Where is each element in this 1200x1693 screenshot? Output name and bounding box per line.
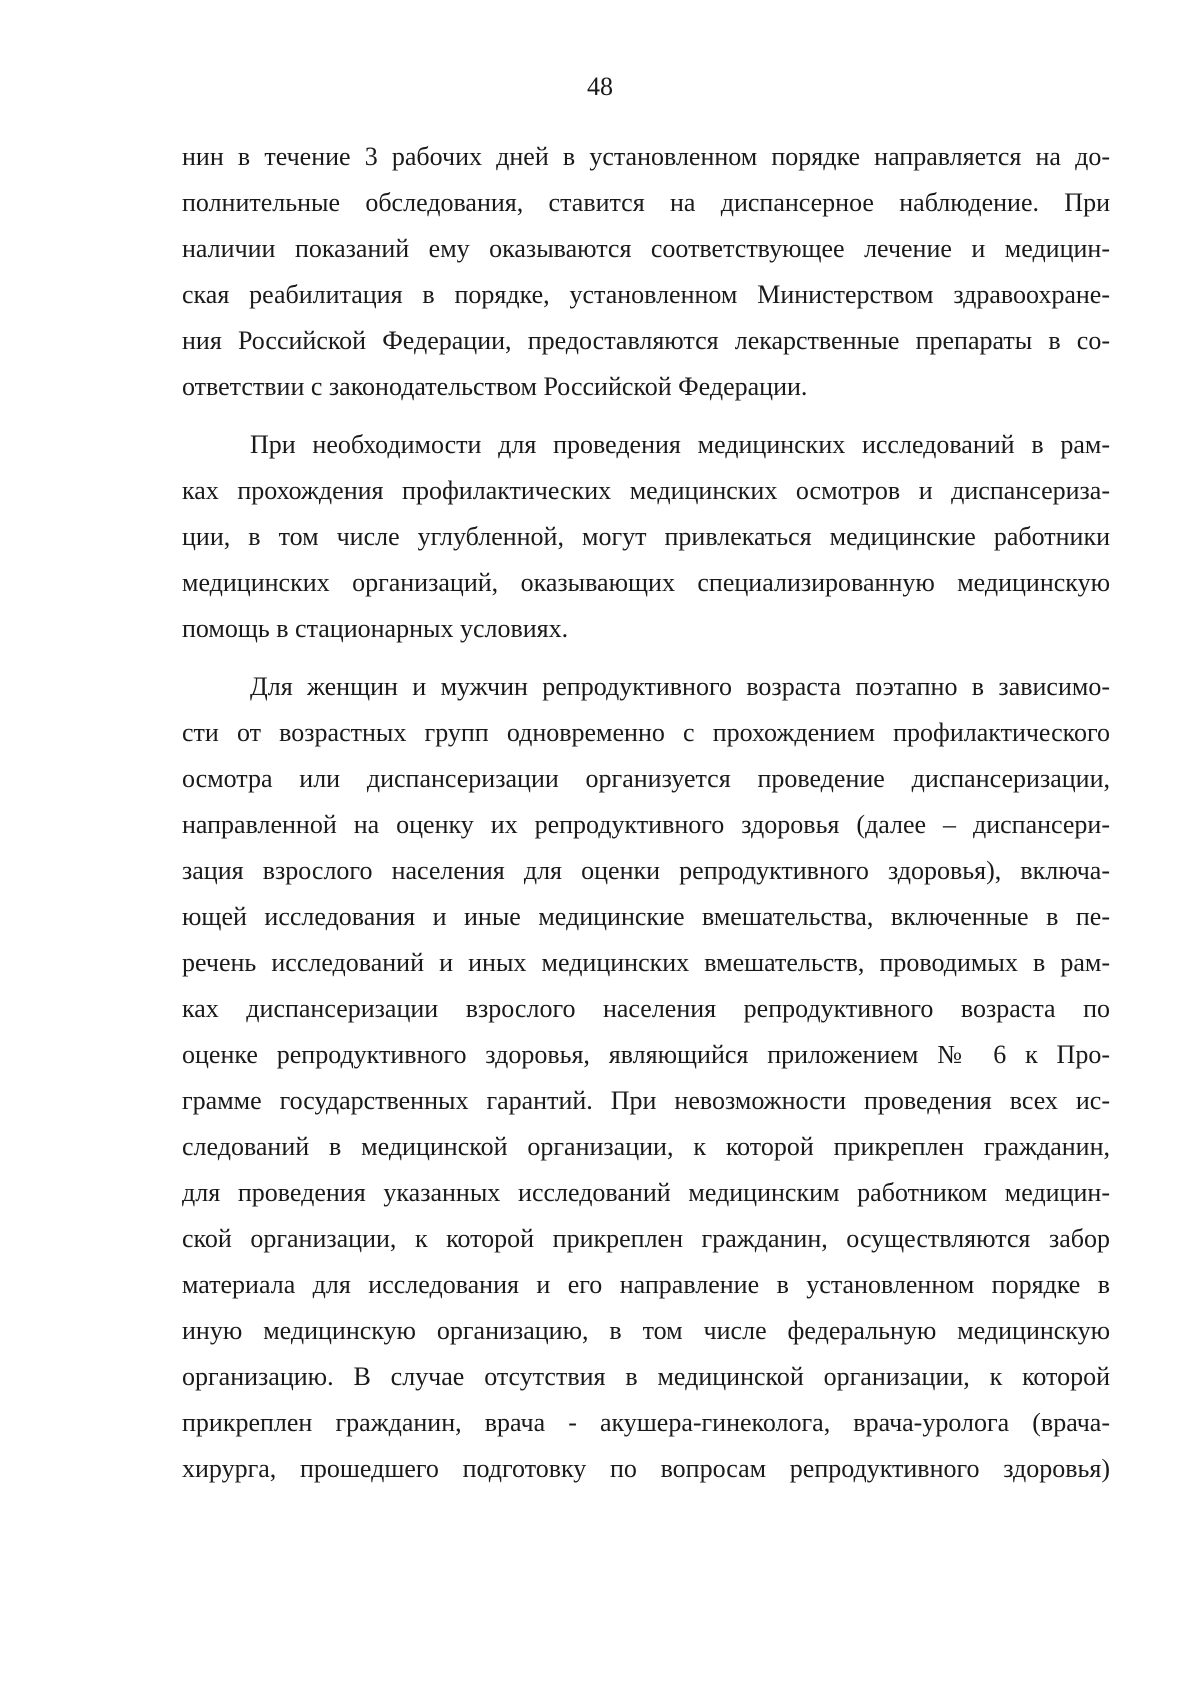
paragraph-2 xyxy=(182,422,1110,652)
text-line: ках прохождения профилактических медицинских осмотров и диспансериза- xyxy=(182,476,1110,505)
text-line: ская реабилитация в порядке, установленном Министерством здравоохране- xyxy=(182,280,1110,309)
text-line: направленной на оценку их репродуктивного здоровья (далее – диспансери- xyxy=(182,810,1110,839)
text-line: материала для исследования и его направление в установленном порядке в xyxy=(182,1270,1110,1299)
text-line: для проведения указанных исследований медицинским работником медицин- xyxy=(182,1178,1110,1207)
text-line: ции, в том числе углубленной, могут привлекаться медицинские работники xyxy=(182,522,1110,551)
text-line: организацию. В случае отсутствия в медицинской организации, к которой xyxy=(182,1362,1110,1391)
text-line: медицинских организаций, оказывающих специализированную медицинскую xyxy=(182,568,1110,597)
page-number: 48 xyxy=(587,72,613,101)
text-line: ках диспансеризации взрослого населения репродуктивного возраста по xyxy=(182,994,1110,1023)
text-line: ответствии с законодательством Российской Федерации. xyxy=(182,372,808,401)
text-line: хирурга, прошедшего подготовку по вопросам репродуктивного здоровья) xyxy=(182,1454,1110,1483)
text-line: наличии показаний ему оказываются соответствующее лечение и медицин- xyxy=(182,234,1110,263)
paragraph-1 xyxy=(182,134,1110,410)
text-line: зация взрослого населения для оценки репродуктивного здоровья), включа- xyxy=(182,856,1110,885)
paragraph-gap xyxy=(182,410,1110,422)
text-line: грамме государственных гарантий. При невозможности проведения всех ис- xyxy=(182,1086,1110,1115)
text-line: иную медицинскую организацию, в том числе федеральную медицинскую xyxy=(182,1316,1110,1345)
text-line: При необходимости для проведения медицинских исследований в рам- xyxy=(250,430,1110,459)
text-line: речень исследований и иных медицинских вмешательств, проводимых в рам- xyxy=(182,948,1110,977)
text-line: оценке репродуктивного здоровья, являющийся приложением № 6 к Про- xyxy=(182,1040,1110,1069)
text-line: осмотра или диспансеризации организуется проведение диспансеризации, xyxy=(182,764,1110,793)
text-line: полнительные обследования, ставится на диспансерное наблюдение. При xyxy=(182,188,1110,217)
text-line: ния Российской Федерации, предоставляются лекарственные препараты в со- xyxy=(182,326,1110,355)
text-line: сти от возрастных групп одновременно с прохождением профилактического xyxy=(182,718,1110,747)
text-line: нин в течение 3 рабочих дней в установленном порядке направляется на до- xyxy=(182,142,1110,171)
text-line: следований в медицинской организации, к которой прикреплен гражданин, xyxy=(182,1132,1110,1161)
paragraph-gap xyxy=(182,652,1110,664)
paragraph-3 xyxy=(182,664,1110,1492)
text-line: прикреплен гражданин, врача - акушера-гинеколога, врача-уролога (врача- xyxy=(182,1408,1110,1437)
text-line: ской организации, к которой прикреплен гражданин, осуществляются забор xyxy=(182,1224,1110,1253)
text-line: Для женщин и мужчин репродуктивного возраста поэтапно в зависимо- xyxy=(250,672,1110,701)
text-line: ющей исследования и иные медицинские вмешательства, включенные в пе- xyxy=(182,902,1110,931)
body-text xyxy=(182,134,1110,1492)
text-line: помощь в стационарных условиях. xyxy=(182,614,569,643)
